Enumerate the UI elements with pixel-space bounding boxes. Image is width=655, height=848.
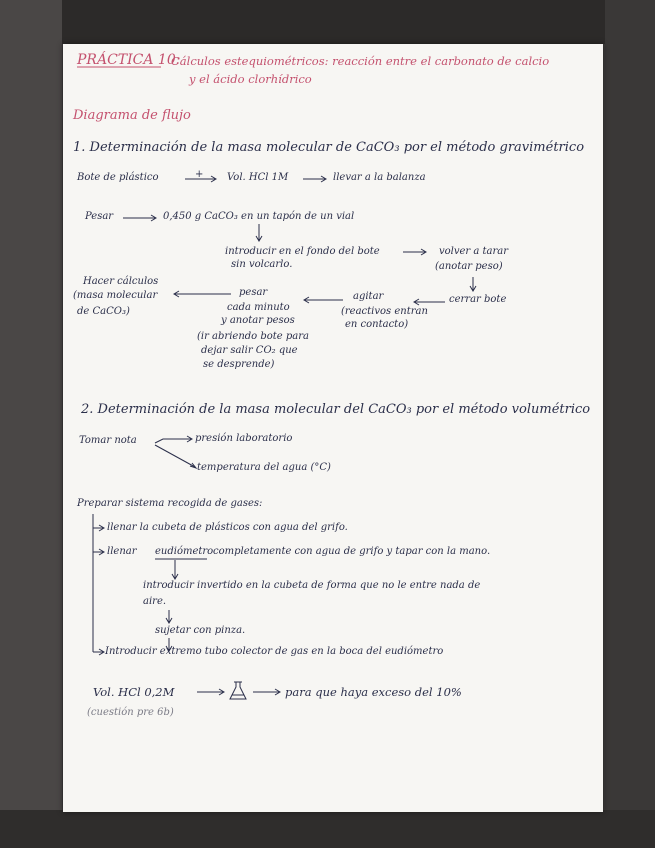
llenar-cubeta: llenar la cubeta de plásticos con agua del grifo. (107, 522, 348, 533)
background-left (0, 0, 62, 848)
step-calc-1: Hacer cálculos (83, 276, 159, 287)
extremo-tubo: Introducir extremo tubo colector de gas en la boca del eudiómetro (105, 646, 444, 657)
row1-hcl: Vol. HCl 1M (227, 172, 289, 183)
step-calc-2: (masa molecular (73, 290, 158, 301)
step-agitar-2: (reactivos entran (341, 306, 428, 317)
step-tarar-1: volver a tarar (439, 246, 509, 257)
tomar-nota: Tomar nota (79, 435, 137, 446)
step-pesar-1: pesar (239, 287, 268, 298)
practice-title-line2: y el ácido clorhídrico (189, 72, 312, 86)
part1-heading: 1. Determinación de la masa molecular de CaCO₃ por el método gravimétrico (73, 140, 585, 155)
llenar-a: llenar (107, 546, 137, 557)
background-top (0, 0, 655, 44)
background-bottom (0, 810, 655, 848)
background-right (605, 0, 655, 848)
cuestion-pre: (cuestión pre 6b) (87, 707, 174, 718)
step-pesar-3: y anotar pesos (221, 315, 295, 326)
practice-label: PRÁCTICA 10: (77, 52, 181, 68)
row1-plus: + (195, 169, 204, 180)
vol-hcl: Vol. HCl 0,2M (93, 685, 175, 699)
step-pesar-5: dejar salir CO₂ que (201, 345, 298, 356)
llenar-c: completamente con agua de grifo y tapar con la mano. (213, 546, 491, 557)
row2-caco3: 0,450 g CaCO₃ en un tapón de un vial (163, 211, 355, 222)
row2-pesar: Pesar (85, 211, 114, 222)
step-pesar-6: se desprende) (203, 359, 275, 370)
step-tarar-2: (anotar peso) (435, 261, 503, 272)
step-pesar-4: (ir abriendo bote para (197, 331, 310, 342)
step-calc-3: de CaCO₃) (77, 306, 130, 317)
eudiometro-word: eudiómetro (155, 546, 214, 557)
preparar-sistema: Preparar sistema recogida de gases: (77, 498, 263, 509)
practice-title-line1: Cálculos estequiométricos: reacción entre el carbonato de calcio (171, 54, 550, 68)
notebook-page (63, 44, 603, 812)
exceso: para que haya exceso del 10% (285, 685, 462, 699)
step-agitar-3: en contacto) (345, 319, 409, 330)
step-cerrar: cerrar bote (449, 294, 507, 305)
step-agitar-1: agitar (353, 291, 384, 302)
sujetar-pinza: sujetar con pinza. (155, 625, 246, 636)
step-introducir-2: sin volcarlo. (231, 259, 293, 270)
step-pesar-2: cada minuto (227, 302, 290, 313)
flask-icon (230, 682, 246, 699)
introducir-1: introducir invertido en la cubeta de forma que no le entre nada de (143, 580, 481, 591)
section-title: Diagrama de flujo (73, 108, 191, 123)
introducir-2: aire. (143, 596, 167, 607)
temperatura-agua: temperatura del agua (°C) (197, 462, 331, 473)
row1-bote: Bote de plástico (77, 172, 159, 183)
row1-balanza: llevar a la balanza (333, 172, 426, 183)
part2-heading: 2. Determinación de la masa molecular del CaCO₃ por el método volumétrico (81, 402, 591, 417)
step-introducir-1: introducir en el fondo del bote (225, 246, 380, 257)
presion-laboratorio: presión laboratorio (195, 433, 293, 444)
